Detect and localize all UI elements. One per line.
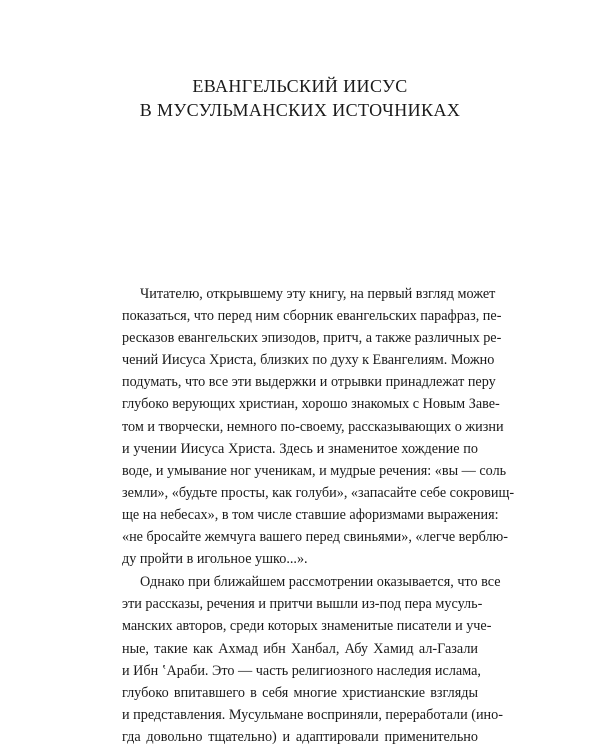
body-text: [122, 283, 515, 748]
paragraph-1: [122, 283, 515, 570]
text-line: глубоко верующих христиан, хорошо знакомых с Новым Заве-: [122, 396, 500, 413]
chapter-title-line-2: В МУСУЛЬМАНСКИХ ИСТОЧНИКАХ: [139, 100, 461, 120]
chapter-title-line-1: ЕВАНГЕЛЬСКИЙ ИИСУС: [192, 76, 408, 96]
text-line: ду пройти в игольное ушко...».: [122, 551, 308, 568]
text-line: Однако при ближайшем рассмотрении оказывается, что все: [140, 574, 501, 591]
text-line: том и творчески, немного по-своему, рассказывающих о жизни: [122, 418, 504, 435]
text-line: и представления. Мусульмане восприняли, переработали (ино-: [122, 706, 503, 723]
text-line: и учении Иисуса Христа. Здесь и знаменитое хождение по: [122, 440, 478, 457]
chapter-title: [0, 74, 600, 122]
text-line: подумать, что все эти выдержки и отрывки принадлежат перу: [122, 374, 496, 391]
text-line: и Ибн ʽАраби. Это — часть религиозного наследия ислама,: [122, 662, 481, 679]
text-line: ресказов евангельских эпизодов, притч, а также различных ре-: [122, 330, 502, 347]
text-line: «не бросайте жемчуга вашего перед свиньями», «легче верблю-: [122, 529, 508, 546]
text-line: воде, и умывание ног ученикам, и мудрые речения: «вы — соль: [122, 462, 507, 479]
text-line: показаться, что перед ним сборник евангельских парафраз, пе-: [122, 308, 502, 325]
text-line: гда довольно тщательно) и адаптировали применительно: [122, 728, 478, 745]
text-line: ще на небесах», в том числе ставшие афоризмами выражения:: [122, 506, 499, 523]
text-line: эти рассказы, речения и притчи вышли из-под пера мусуль-: [122, 596, 483, 613]
paragraph-2: [122, 571, 503, 748]
text-line: манских авторов, среди которых знаменитые писатели и уче-: [122, 618, 492, 635]
text-line: ные, такие как Ахмад ибн Ханбал, Абу Хамид ал-Газали: [122, 640, 478, 657]
text-line: чений Иисуса Христа, близких по духу к Евангелиям. Можно: [122, 352, 495, 369]
text-line: Читателю, открывшему эту книгу, на первый взгляд может: [140, 286, 496, 302]
text-line: земли», «будьте просты, как голуби», «запасайте себе сокровищ-: [122, 484, 515, 501]
text-line: глубоко впитавшего в себя многие христианские взгляды: [122, 684, 478, 701]
